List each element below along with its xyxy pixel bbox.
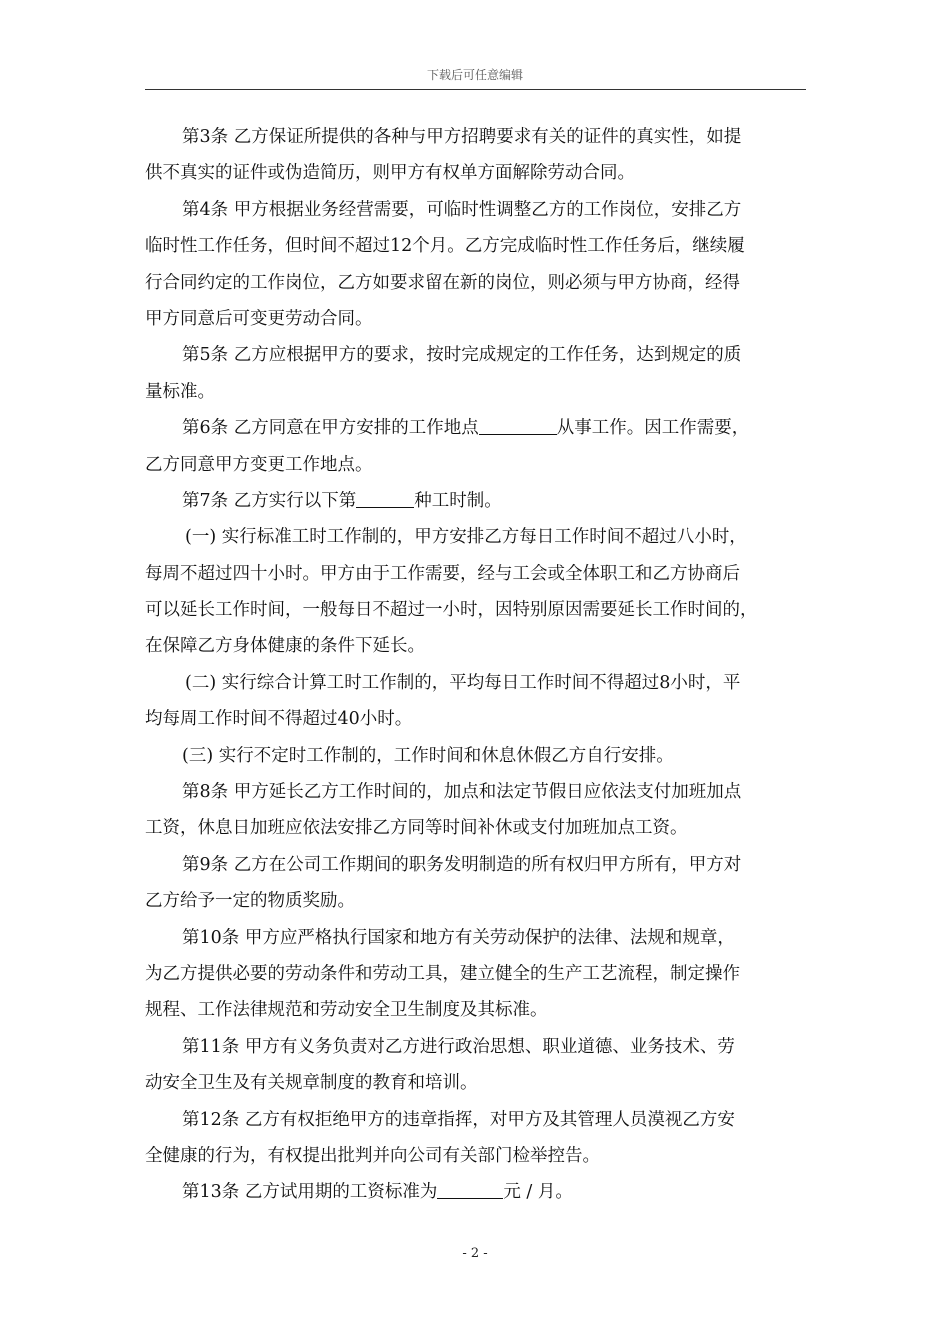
article-8-line-1: 第8条 甲方延长乙方工作时间的，加点和法定节假日应依法支付加班加点 [182,782,742,803]
article-10-line-3: 规程、工作法律规范和劳动安全卫生制度及其标准。 [145,1000,548,1021]
document-body [145,119,815,1211]
clause-1-line-4: 在保障乙方身体健康的条件下延长。 [145,636,425,657]
working-hours-type-blank [356,489,414,508]
page-number: - 2 - [462,1246,488,1261]
article-11-line-2: 动安全卫生及有关规章制度的教育和培训。 [145,1073,478,1094]
article-10-line-1: 第10条 甲方应严格执行国家和地方有关劳动保护的法律、法规和规章， [182,927,735,948]
clause-1-line-3: 可以延长工作时间，一般每日不超过一小时，因特别原因需要延长工作时间的， [145,600,758,621]
probation-salary-blank [437,1180,503,1199]
article-6-line-1 [145,410,815,446]
article-7-line-1 [145,483,815,519]
article-4-line-1: 第4条 甲方根据业务经营需要，可临时性调整乙方的工作岗位，安排乙方 [182,199,742,220]
article-5-line-1: 第5条 乙方应根据甲方的要求，按时完成规定的工作任务，达到规定的质 [182,345,742,366]
article-4-line-4: 甲方同意后可变更劳动合同。 [145,308,373,329]
article-13-text-before-blank: 第13条 乙方试用期的工资标准为 [182,1182,438,1203]
article-13-text-after-blank: 元 / 月。 [503,1182,573,1203]
article-11-line-1: 第11条 甲方有义务负责对乙方进行政治思想、职业道德、业务技术、劳 [182,1036,735,1057]
article-3-line-2: 供不真实的证件或伪造简历，则甲方有权单方面解除劳动合同。 [145,163,635,184]
article-6-line-2: 乙方同意甲方变更工作地点。 [145,454,373,475]
article-3-line-1: 第3条 乙方保证所提供的各种与甲方招聘要求有关的证件的真实性，如提 [182,127,742,147]
article-12-line-1: 第12条 乙方有权拒绝甲方的违章指挥，对甲方及其管理人员漠视乙方安 [182,1109,735,1130]
work-location-blank [479,416,557,435]
article-4-line-3: 行合同约定的工作岗位，乙方如要求留在新的岗位，则必须与甲方协商，经得 [145,272,740,293]
article-7-text-after-blank: 种工时制。 [414,490,502,511]
article-5-line-2: 量标准。 [145,381,215,402]
article-12-line-2: 全健康的行为，有权提出批判并向公司有关部门检举控告。 [145,1145,600,1166]
article-9-line-1: 第9条 乙方在公司工作期间的职务发明制造的所有权归甲方所有，甲方对 [182,854,742,875]
article-6-text-after-blank: 从事工作。因工作需要， [556,418,750,439]
clause-3-line-1: (三) 实行不定时工作制的，工作时间和休息休假乙方自行安排。 [182,745,674,766]
clause-1-line-2: 每周不超过四十小时。甲方由于工作需要，经与工会或全体职工和乙方协商后 [145,563,740,584]
header-note: 下载后可任意编辑 [426,68,523,82]
clause-1-line-1: (一) 实行标准工时工作制的，甲方安排乙方每日工作时间不超过八小时， [185,527,747,548]
article-9-line-2: 乙方给予一定的物质奖励。 [145,891,355,912]
clause-2-line-2: 均每周工作时间不得超过40小时。 [145,709,413,730]
article-7-text-before-blank: 第7条 乙方实行以下第 [182,490,357,511]
clause-2-line-1: (二) 实行综合计算工时工作制的，平均每日工作时间不得超过8小时，平 [185,672,741,693]
article-10-line-2: 为乙方提供必要的劳动条件和劳动工具，建立健全的生产工艺流程，制定操作 [145,963,740,984]
article-8-line-2: 工资，休息日加班应依法安排乙方同等时间补休或支付加班加点工资。 [145,818,688,839]
article-13-line-1 [145,1174,815,1210]
header-divider [145,89,806,90]
article-4-line-2: 临时性工作任务，但时间不超过12个月。乙方完成临时性工作任务后，继续履 [145,236,745,257]
article-6-text-before-blank: 第6条 乙方同意在甲方安排的工作地点 [182,418,479,439]
